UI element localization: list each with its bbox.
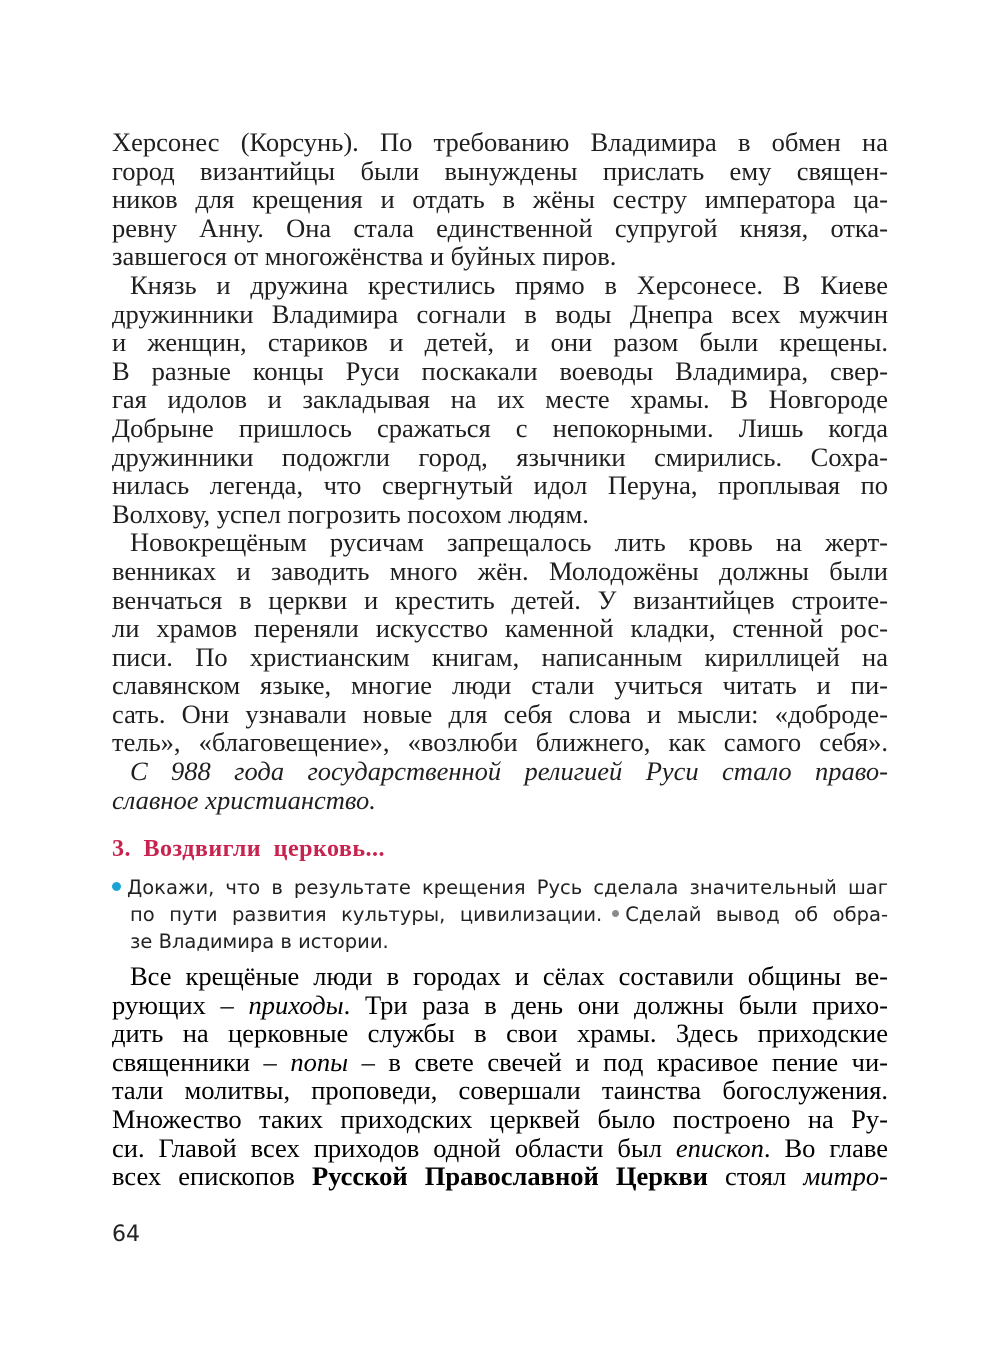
task-text: по пути развития культуры, цивилизации.: [130, 903, 603, 926]
term-parishes: приходы: [248, 989, 344, 1020]
text-line: нилась легенда, что свергнутый идол Перуна, проплывая по: [112, 470, 888, 501]
text-line: венниках и заводить много жён. Молодожёны должны были: [112, 555, 888, 586]
task-line: [112, 874, 888, 901]
text-line: ревну Анну. Она стала единственной супругой князя, отка-: [112, 212, 888, 243]
paragraph-parishes: [112, 962, 888, 1191]
text-span: стоял: [707, 1161, 804, 1192]
term-priests: попы: [290, 1046, 349, 1077]
text-line: С 988 года государственной религией Руси стало право-: [130, 756, 888, 787]
text-line: В разные концы Руси поскакали воеводы Владимира, свер-: [112, 355, 888, 386]
bullet-icon: [612, 910, 619, 917]
text-line: дружинники Владимира согнали в воды Днепра всех мужчин: [112, 298, 888, 329]
task-line: [112, 901, 888, 928]
term-russian-orthodox-church: Русской Православной Церкви: [312, 1161, 708, 1192]
text-line: писи. По христианским книгам, написанным кириллицей на: [112, 641, 888, 672]
text-line: ников для крещения и отдать в жёны сестру императора ца-: [112, 184, 888, 215]
section-heading: 3. Воздвигли церковь...: [112, 836, 386, 862]
text-line: тель», «благовещение», «возлюби ближнего, как самого себя».: [112, 727, 888, 758]
text-line: гая идолов и закладывая на их месте храмы. В Новгороде: [112, 384, 888, 415]
text-line: Новокрещёным русичам запрещалось лить кровь на жерт-: [130, 527, 888, 558]
text-line: сать. Они узнавали новые для себя слова и мысли: «доброде-: [112, 698, 888, 729]
text-line: ли храмов переняли искусство каменной кладки, стенной рос-: [112, 613, 888, 644]
text-line: [112, 991, 888, 1020]
text-line: Волхову, успел погрозить посохом людям.: [112, 498, 589, 529]
text-span: всех епископов: [112, 1161, 313, 1192]
paragraph-new-christians: [112, 528, 888, 757]
conclusion-statement: [112, 757, 888, 814]
text-line: [112, 1134, 888, 1163]
text-line: Все крещёные люди в городах и сёлах составили общины ве-: [130, 961, 888, 991]
task-text: Докажи, что в результате крещения Русь сделала значительный шаг: [127, 876, 888, 899]
paragraph-baptism: [112, 271, 888, 528]
term-bishop: епископ: [675, 1132, 764, 1163]
page-content: [112, 128, 888, 814]
text-line: [112, 1162, 888, 1191]
text-span: священники –: [112, 1046, 291, 1077]
text-line: город византийцы были вынуждены прислать ему священ-: [112, 155, 888, 186]
text-span: си. Главой всех приходов одной области был: [112, 1132, 676, 1163]
text-line: дить на церковные службы в свои храмы. Здесь приходские: [112, 1018, 888, 1049]
term-metropolitan: митро-: [803, 1161, 888, 1192]
text-span: . Три раза в день они должны были прихо-: [343, 989, 888, 1020]
bullet-icon: [112, 882, 121, 891]
text-line: славное христианство.: [112, 784, 376, 815]
text-span: . Во главе: [763, 1132, 888, 1163]
text-line: Князь и дружина крестились прямо в Херсонесе. В Киеве: [130, 269, 888, 300]
text-line: Множество таких приходских церквей было построено на Ру-: [112, 1103, 888, 1134]
text-line: Херсонес (Корсунь). По требованию Владимира в обмен на: [112, 127, 888, 157]
paragraph-chersonesus: [112, 128, 888, 271]
text-span: рующих –: [112, 989, 249, 1020]
text-span: – в свете свечей и под красивое пение чи-: [348, 1046, 888, 1077]
task-questions: [112, 874, 888, 955]
text-line: дружинники подожгли город, язычники смирились. Сохра-: [112, 441, 888, 472]
task-text: Сделай вывод об обра-: [625, 903, 888, 926]
text-line: тали молитвы, проповеди, совершали таинства богослужения.: [112, 1075, 888, 1106]
task-line: зе Владимира в истории.: [130, 930, 389, 953]
text-line: завшегося от многожёнства и буйных пиров.: [112, 241, 617, 272]
text-line: славянском языке, многие люди стали учиться читать и пи-: [112, 670, 888, 701]
text-line: венчаться в церкви и крестить детей. У византийцев строите-: [112, 584, 888, 615]
text-line: Добрыне пришлось сражаться с непокорными. Лишь когда: [112, 412, 888, 443]
text-line: [112, 1048, 888, 1077]
page-number: 64: [112, 1222, 140, 1247]
text-line: и женщин, стариков и детей, и они разом были крещены.: [112, 327, 888, 358]
